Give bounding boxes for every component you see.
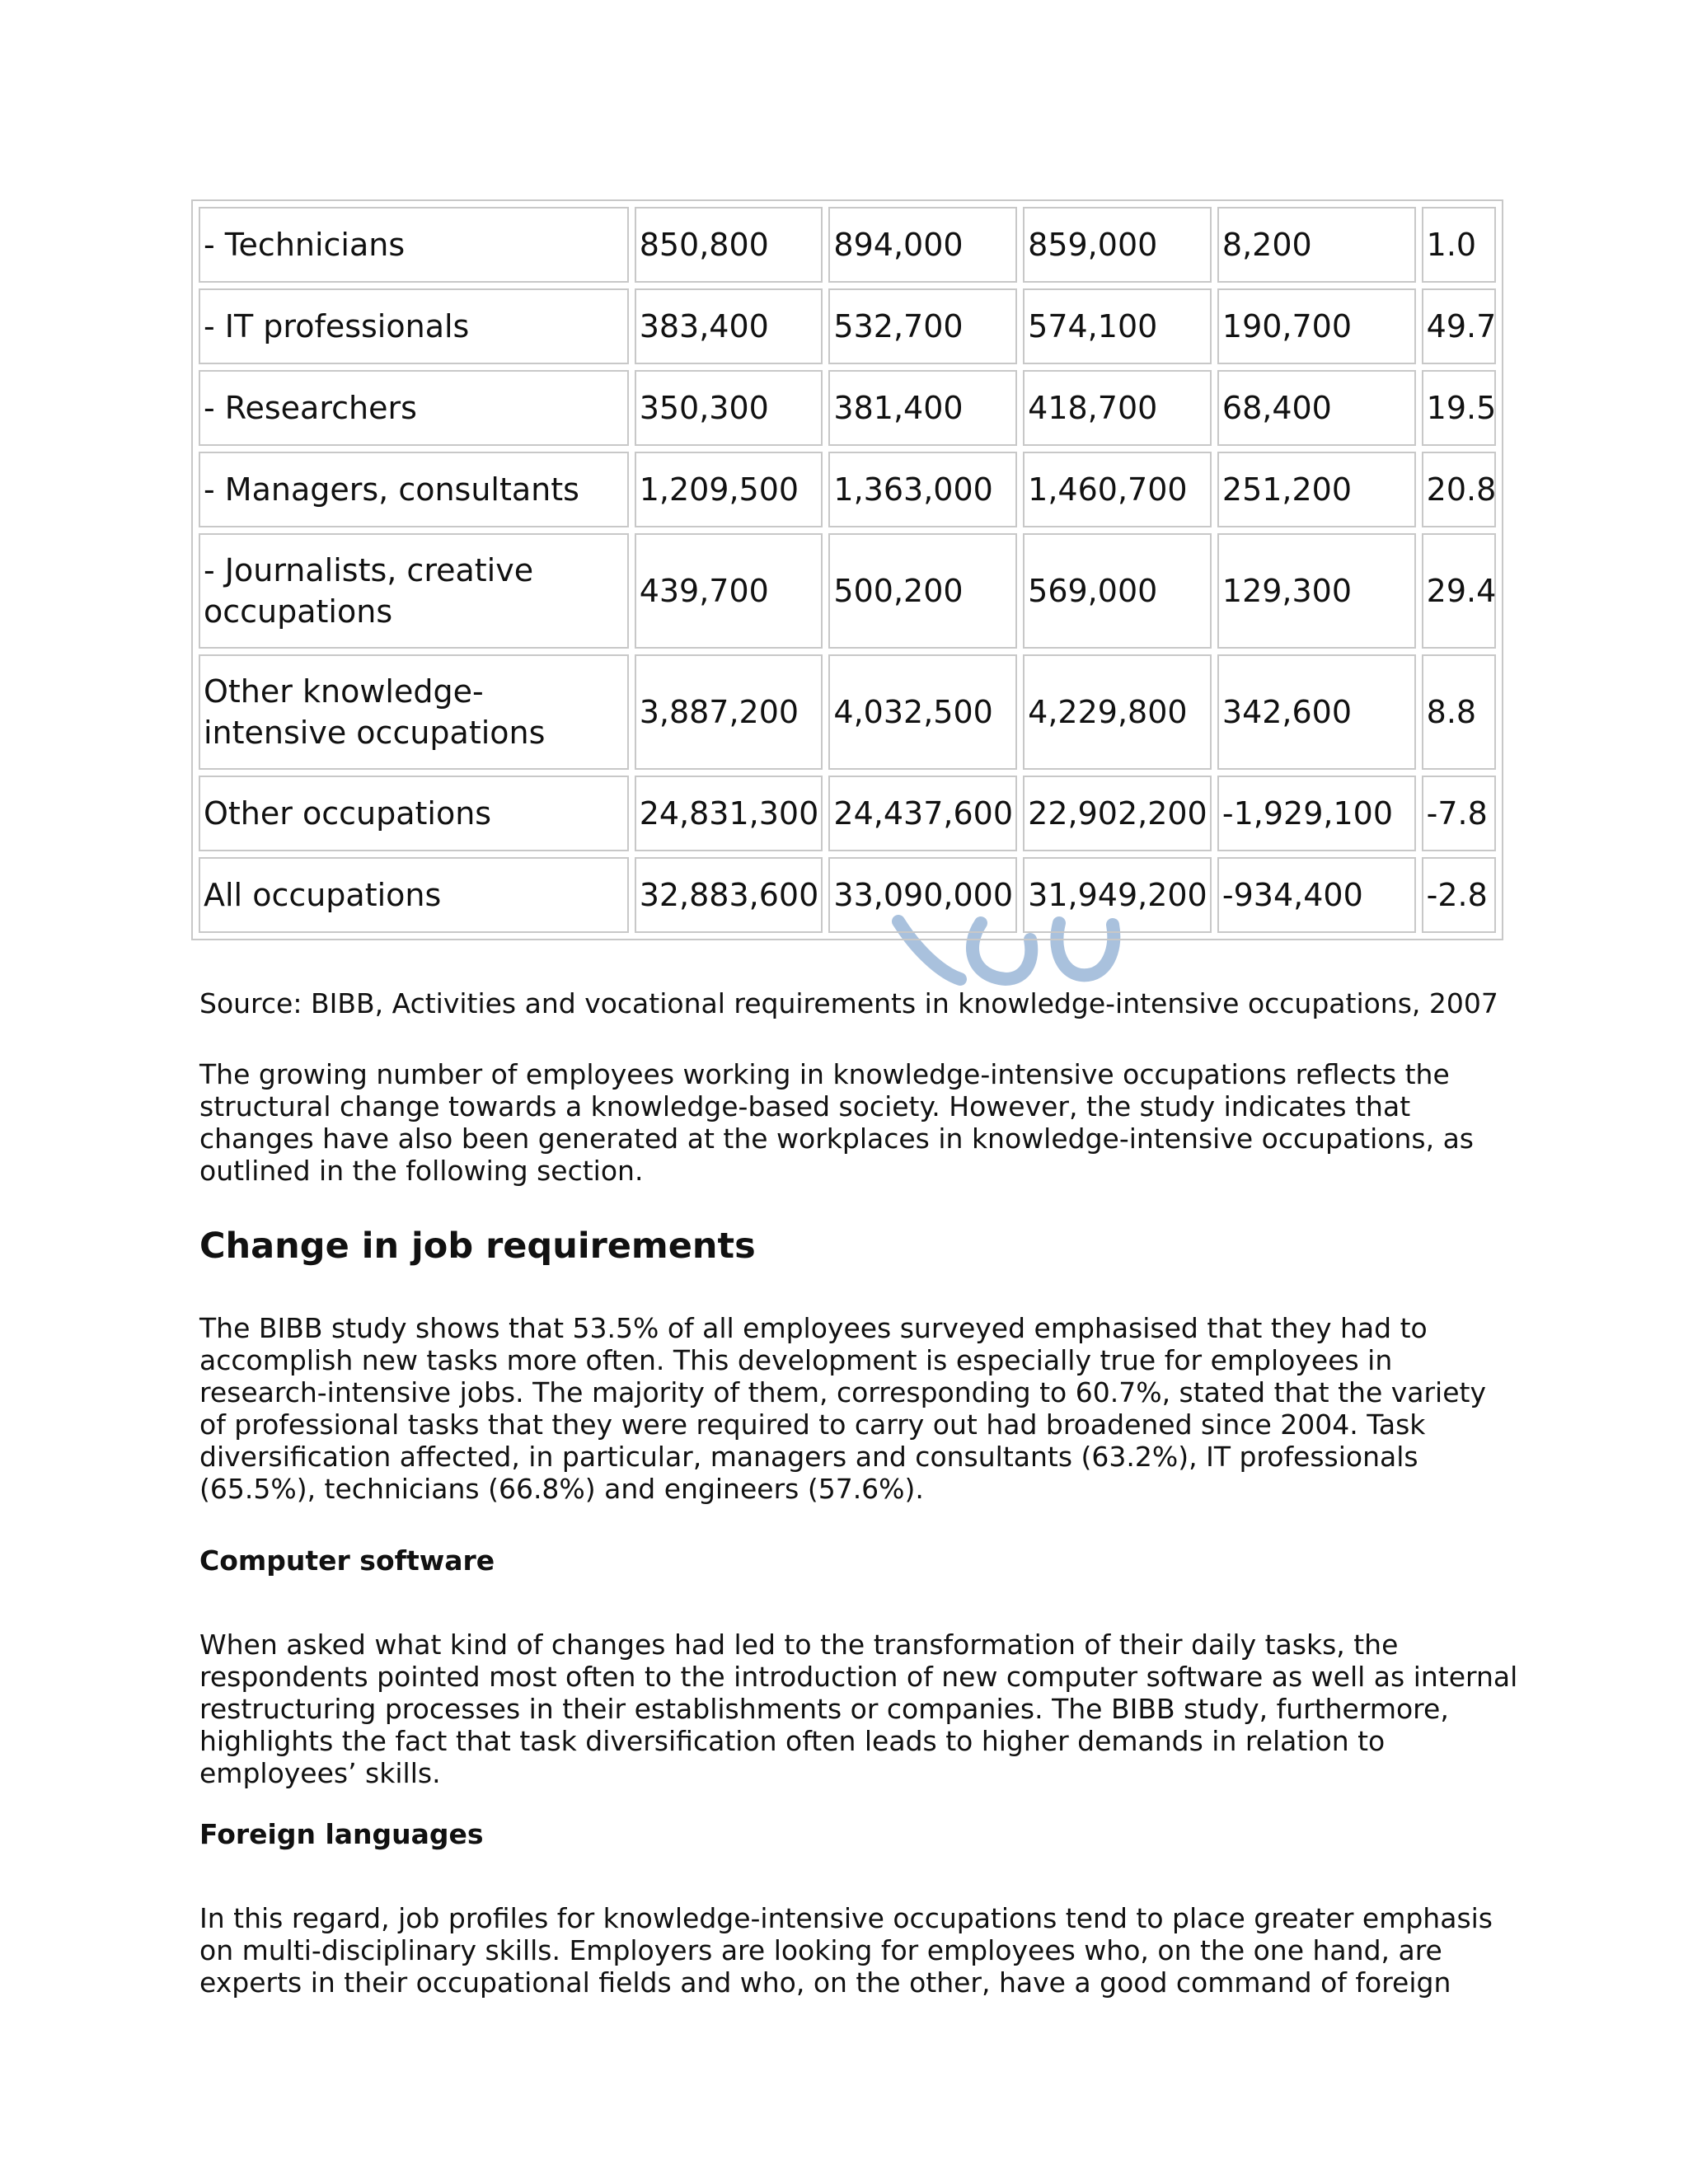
change-cell: 342,600	[1217, 654, 1416, 770]
section-heading: Change in job requirements	[199, 1226, 756, 1267]
occupations-table	[191, 199, 1503, 940]
change-cell: 68,400	[1217, 370, 1416, 446]
value-cell: 24,437,600	[828, 776, 1017, 851]
value-cell: 1,363,000	[828, 452, 1017, 527]
value-cell: 500,200	[828, 533, 1017, 649]
value-cell: 350,300	[635, 370, 823, 446]
value-cell: 532,700	[828, 288, 1017, 364]
row-label: Other occupations	[199, 776, 629, 851]
table-row	[199, 452, 1496, 527]
value-cell: 574,100	[1023, 288, 1212, 364]
change-cell: 129,300	[1217, 533, 1416, 649]
change-cell: 190,700	[1217, 288, 1416, 364]
value-cell: 418,700	[1023, 370, 1212, 446]
value-cell: 859,000	[1023, 207, 1212, 283]
row-label: - Journalists, creative occupations	[199, 533, 629, 649]
table-row	[199, 370, 1496, 446]
percent-cell: -2.8	[1422, 857, 1496, 933]
row-label: Other knowledge-intensive occupations	[199, 654, 629, 770]
value-cell: 850,800	[635, 207, 823, 283]
value-cell: 1,460,700	[1023, 452, 1212, 527]
table-row	[199, 288, 1496, 364]
row-label: - IT professionals	[199, 288, 629, 364]
table-row	[199, 533, 1496, 649]
change-cell: 8,200	[1217, 207, 1416, 283]
percent-cell: 19.5	[1422, 370, 1496, 446]
subheading-foreign-languages: Foreign languages	[199, 1818, 484, 1850]
value-cell: 3,887,200	[635, 654, 823, 770]
row-label: All occupations	[199, 857, 629, 933]
value-cell: 22,902,200	[1023, 776, 1212, 851]
table-row	[199, 776, 1496, 851]
percent-cell: 49.7	[1422, 288, 1496, 364]
row-label: - Technicians	[199, 207, 629, 283]
percent-cell: 20.8	[1422, 452, 1496, 527]
value-cell: 383,400	[635, 288, 823, 364]
value-cell: 31,949,200	[1023, 857, 1212, 933]
paragraph-structural-change: The growing number of employees working in knowledge-intensive occupations reflects the structural change towards a knowledge-based society. However, the study indicates that changes have also been generated at the workplaces in knowledge-intensive occupations, as outlined in the following section.	[199, 1058, 1475, 1187]
value-cell: 1,209,500	[635, 452, 823, 527]
value-cell: 32,883,600	[635, 857, 823, 933]
change-cell: -1,929,100	[1217, 776, 1416, 851]
row-label: - Managers, consultants	[199, 452, 629, 527]
source-note: Source: BIBB, Activities and vocational requirements in knowledge-intensive occupations, 2007	[199, 987, 1498, 1019]
value-cell: 4,032,500	[828, 654, 1017, 770]
paragraph-bibb-study: The BIBB study shows that 53.5% of all employees surveyed emphasised that they had to accomplish new tasks more often. This development is especially true for employees in research-intensive jobs. The majority of them, corresponding to 60.7%, stated that the variety of professional tasks that they were required to carry out had broadened since 2004. Task diversification affected, in particular, managers and consultants (63.2%), IT professionals (65.5%), technicians (66.8%) and engineers (57.6%).	[199, 1312, 1486, 1505]
percent-cell: 8.8	[1422, 654, 1496, 770]
table-row	[199, 857, 1496, 933]
value-cell: 24,831,300	[635, 776, 823, 851]
value-cell: 4,229,800	[1023, 654, 1212, 770]
row-label: - Researchers	[199, 370, 629, 446]
value-cell: 33,090,000	[828, 857, 1017, 933]
paragraph-languages: In this regard, job profiles for knowledge-intensive occupations tend to place greater emphasis on multi-disciplinary skills. Employers are looking for employees who, on the one hand, are experts in their occupational fields and who, on the other, have a good command of foreign	[199, 1902, 1493, 1999]
percent-cell: -7.8	[1422, 776, 1496, 851]
change-cell: 251,200	[1217, 452, 1416, 527]
percent-cell: 29.4	[1422, 533, 1496, 649]
paragraph-software: When asked what kind of changes had led to the transformation of their daily tasks, the respondents pointed most often to the introduction of new computer software as well as internal restructuring processes in their establishments or companies. The BIBB study, furthermore, highlights the fact that task diversification often leads to higher demands in relation to employees’ skills.	[199, 1629, 1518, 1789]
subheading-computer-software: Computer software	[199, 1544, 495, 1577]
value-cell: 894,000	[828, 207, 1017, 283]
change-cell: -934,400	[1217, 857, 1416, 933]
table-row	[199, 207, 1496, 283]
value-cell: 381,400	[828, 370, 1017, 446]
value-cell: 439,700	[635, 533, 823, 649]
percent-cell: 1.0	[1422, 207, 1496, 283]
value-cell: 569,000	[1023, 533, 1212, 649]
table-row	[199, 654, 1496, 770]
